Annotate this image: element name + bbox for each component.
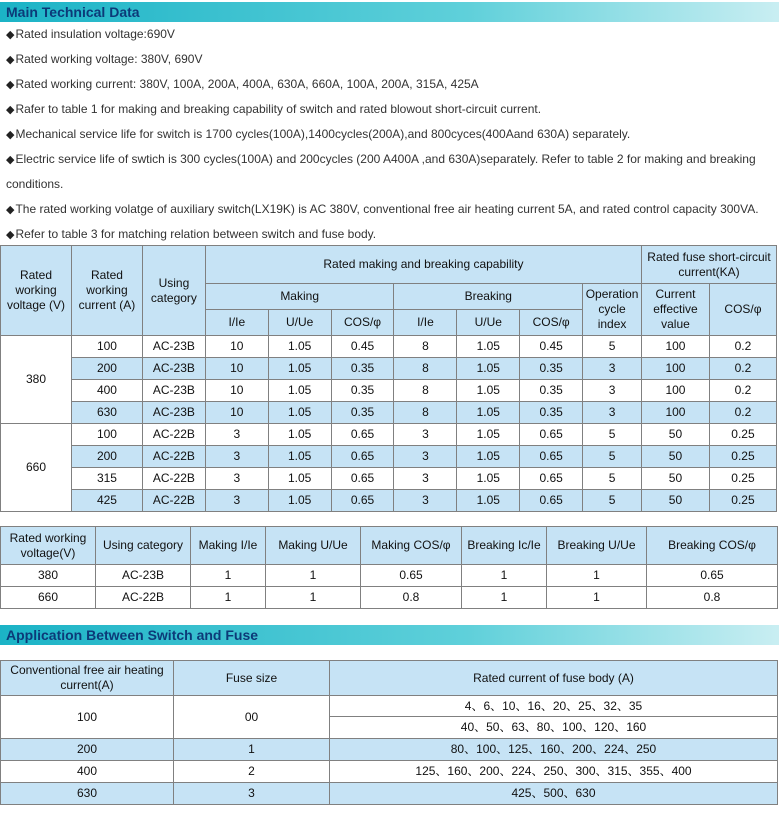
table-cell: 1	[191, 587, 266, 609]
header-current: Rated working current (A)	[71, 246, 142, 336]
header-breaking-uue: U/Ue	[457, 310, 520, 336]
cell-making-uue: 1.05	[268, 402, 331, 424]
table-row	[1, 739, 778, 761]
cell-breaking-ie: 8	[394, 336, 457, 358]
cell-making-ie: 3	[205, 424, 268, 446]
table-row	[1, 402, 777, 424]
diamond-bullet-icon: ◆	[6, 154, 15, 166]
bullet-continuation: conditions.	[6, 177, 64, 191]
table-row	[1, 565, 778, 587]
cell-fuse-size: 1	[174, 739, 330, 761]
cell-making-uue: 1.05	[268, 468, 331, 490]
table-row	[1, 783, 778, 805]
cell-current: 100	[71, 424, 142, 446]
diamond-bullet-icon: ◆	[6, 104, 15, 116]
header-making-cos: Making COS/φ	[361, 527, 462, 565]
cell-making-cos: 0.65	[331, 490, 394, 512]
cell-operation-cycle: 3	[583, 402, 642, 424]
cell-breaking-ie: 3	[394, 446, 457, 468]
cell-making-uue: 1.05	[268, 380, 331, 402]
diamond-bullet-icon: ◆	[6, 79, 15, 91]
cell-making-ie: 3	[205, 468, 268, 490]
table-cell: 0.8	[647, 587, 778, 609]
cell-category: AC-22B	[142, 446, 205, 468]
cell-current: 630	[1, 783, 174, 805]
cell-breaking-uue: 1.05	[457, 358, 520, 380]
table-row	[1, 446, 777, 468]
cell-fuse-values: 40、50、63、80、100、120、160	[330, 717, 778, 739]
bullet-item: ◆Rated working current: 380V, 100A, 200A, 400A, 630A, 660A, 100A, 200A, 315A, 425A	[6, 77, 479, 91]
header-making-ie: I/Ie	[205, 310, 268, 336]
table-row	[1, 587, 778, 609]
cell-breaking-ie: 8	[394, 380, 457, 402]
header-category: Using category	[142, 246, 205, 336]
cell-category: AC-23B	[142, 380, 205, 402]
cell-operation-cycle: 5	[583, 424, 642, 446]
cell-making-ie: 3	[205, 490, 268, 512]
diamond-bullet-icon: ◆	[6, 54, 15, 66]
cell-fuse-values: 125、160、200、224、250、300、315、355、400	[330, 761, 778, 783]
technical-data-list	[6, 24, 776, 249]
cell-fuse-size: 3	[174, 783, 330, 805]
table-making-breaking-capability	[0, 245, 777, 512]
table-cell: 1	[462, 565, 547, 587]
cell-fuse-cos: 0.25	[709, 446, 776, 468]
header-breaking-ic: Breaking Ic/Ie	[462, 527, 547, 565]
cell-making-cos: 0.35	[331, 380, 394, 402]
cell-fuse-cos: 0.25	[709, 424, 776, 446]
table-row	[1, 468, 777, 490]
table-row	[1, 380, 777, 402]
bullet-item: ◆Rafer to table 1 for making and breaking capability of switch and rated blowout short-circuit current.	[6, 102, 542, 116]
cell-breaking-cos: 0.35	[520, 380, 583, 402]
cell-current-effective: 100	[642, 402, 710, 424]
cell-fuse-size: 00	[174, 696, 330, 739]
cell-current-effective: 100	[642, 380, 710, 402]
header-operation-cycle: Operation cycle index	[583, 284, 642, 336]
bullet-item: ◆Rated working voltage: 380V, 690V	[6, 52, 203, 66]
table-cell: 1	[462, 587, 547, 609]
cell-current: 630	[71, 402, 142, 424]
table-cell: 1	[547, 565, 647, 587]
cell-current: 200	[71, 446, 142, 468]
diamond-bullet-icon: ◆	[6, 129, 15, 141]
table-row	[1, 490, 777, 512]
header-category: Using category	[96, 527, 191, 565]
cell-breaking-uue: 1.05	[457, 424, 520, 446]
cell-current: 200	[1, 739, 174, 761]
cell-fuse-cos: 0.25	[709, 468, 776, 490]
cell-making-cos: 0.65	[331, 468, 394, 490]
table-row	[1, 424, 777, 446]
diamond-bullet-icon: ◆	[6, 229, 15, 241]
cell-operation-cycle: 5	[583, 490, 642, 512]
table-switch-fuse-application	[0, 660, 778, 805]
cell-current: 100	[71, 336, 142, 358]
cell-voltage: 660	[1, 424, 72, 512]
header-making-ie: Making I/Ie	[191, 527, 266, 565]
cell-operation-cycle: 5	[583, 336, 642, 358]
cell-making-uue: 1.05	[268, 336, 331, 358]
cell-making-ie: 10	[205, 358, 268, 380]
cell-operation-cycle: 3	[583, 358, 642, 380]
diamond-bullet-icon: ◆	[6, 29, 15, 41]
header-breaking-ie: I/Ie	[394, 310, 457, 336]
cell-category: AC-22B	[142, 490, 205, 512]
cell-making-ie: 10	[205, 402, 268, 424]
cell-category: AC-23B	[142, 402, 205, 424]
header-voltage: Rated working voltage (V)	[1, 246, 72, 336]
cell-breaking-ie: 8	[394, 402, 457, 424]
cell-breaking-cos: 0.65	[520, 446, 583, 468]
header-voltage: Rated working voltage(V)	[1, 527, 96, 565]
cell-breaking-ie: 8	[394, 358, 457, 380]
header-breaking-cos: Breaking COS/φ	[647, 527, 778, 565]
cell-making-cos: 0.35	[331, 402, 394, 424]
bullet-item: ◆The rated working volatge of auxiliary switch(LX19K) is AC 380V, conventional free air heating current 5A, and rated control capacity 300VA.	[6, 202, 759, 216]
header-breaking: Breaking	[394, 284, 583, 310]
table-row	[1, 336, 777, 358]
cell-category: AC-22B	[142, 424, 205, 446]
header-making-cos: COS/φ	[331, 310, 394, 336]
diamond-bullet-icon: ◆	[6, 204, 15, 216]
cell-breaking-cos: 0.35	[520, 402, 583, 424]
bullet-item: ◆Electric service life of swtich is 300 cycles(100A) and 200cycles (200 A400A ,and 630A)separately. Refer to table 2 for making and breaking	[6, 152, 756, 166]
header-fuse-cos: COS/φ	[709, 284, 776, 336]
cell-fuse-size: 2	[174, 761, 330, 783]
cell-making-uue: 1.05	[268, 424, 331, 446]
header-fuse-size: Fuse size	[174, 661, 330, 696]
cell-breaking-cos: 0.65	[520, 424, 583, 446]
cell-breaking-ie: 3	[394, 490, 457, 512]
cell-operation-cycle: 5	[583, 468, 642, 490]
cell-current-effective: 50	[642, 424, 710, 446]
cell-operation-cycle: 3	[583, 380, 642, 402]
table-cell: AC-23B	[96, 565, 191, 587]
cell-breaking-cos: 0.65	[520, 468, 583, 490]
header-capability: Rated making and breaking capability	[205, 246, 641, 284]
cell-making-cos: 0.45	[331, 336, 394, 358]
cell-current-effective: 100	[642, 336, 710, 358]
cell-breaking-uue: 1.05	[457, 490, 520, 512]
cell-current: 425	[71, 490, 142, 512]
cell-breaking-uue: 1.05	[457, 468, 520, 490]
cell-breaking-uue: 1.05	[457, 446, 520, 468]
cell-current: 400	[1, 761, 174, 783]
header-breaking-cos: COS/φ	[520, 310, 583, 336]
cell-current-effective: 50	[642, 490, 710, 512]
cell-fuse-cos: 0.2	[709, 380, 776, 402]
section-header-main-technical-data	[0, 2, 779, 22]
cell-category: AC-22B	[142, 468, 205, 490]
table-row	[1, 761, 778, 783]
cell-making-cos: 0.65	[331, 446, 394, 468]
cell-breaking-ie: 3	[394, 424, 457, 446]
bullet-item: ◆Rated insulation voltage:690V	[6, 27, 175, 41]
section-title: Application Between Switch and Fuse	[6, 627, 259, 643]
table-cell: 0.8	[361, 587, 462, 609]
cell-breaking-ie: 3	[394, 468, 457, 490]
cell-fuse-values: 80、100、125、160、200、224、250	[330, 739, 778, 761]
table-row	[1, 358, 777, 380]
cell-making-uue: 1.05	[268, 490, 331, 512]
cell-making-ie: 10	[205, 380, 268, 402]
cell-breaking-uue: 1.05	[457, 402, 520, 424]
table-cell: 0.65	[361, 565, 462, 587]
cell-operation-cycle: 5	[583, 446, 642, 468]
table-cell: 1	[266, 587, 361, 609]
cell-making-ie: 10	[205, 336, 268, 358]
cell-current-effective: 50	[642, 468, 710, 490]
table-cell: 1	[547, 587, 647, 609]
header-making-uue: U/Ue	[268, 310, 331, 336]
cell-fuse-cos: 0.2	[709, 402, 776, 424]
cell-making-uue: 1.05	[268, 446, 331, 468]
cell-fuse-cos: 0.2	[709, 358, 776, 380]
header-fuse-body-current: Rated current of fuse body (A)	[330, 661, 778, 696]
table-cell: AC-22B	[96, 587, 191, 609]
table-cell: 1	[266, 565, 361, 587]
cell-making-ie: 3	[205, 446, 268, 468]
cell-current: 200	[71, 358, 142, 380]
bullet-item: ◆Mechanical service life for switch is 1700 cycles(100A),1400cycles(200A),and 800cyces(400Aand 630A) separately.	[6, 127, 631, 141]
cell-fuse-cos: 0.2	[709, 336, 776, 358]
header-making-uue: Making U/Ue	[266, 527, 361, 565]
section-header-application	[0, 625, 779, 645]
cell-making-cos: 0.35	[331, 358, 394, 380]
cell-making-cos: 0.65	[331, 424, 394, 446]
cell-current: 400	[71, 380, 142, 402]
cell-fuse-values: 425、500、630	[330, 783, 778, 805]
cell-category: AC-23B	[142, 358, 205, 380]
header-heating-current: Conventional free air heating current(A)	[1, 661, 174, 696]
cell-fuse-values: 4、6、10、16、20、25、32、35	[330, 696, 778, 717]
header-making: Making	[205, 284, 394, 310]
cell-breaking-cos: 0.65	[520, 490, 583, 512]
table-making-breaking-conditions	[0, 526, 778, 609]
table-cell: 660	[1, 587, 96, 609]
cell-current: 315	[71, 468, 142, 490]
cell-current-effective: 50	[642, 446, 710, 468]
bullet-item: ◆Refer to table 3 for matching relation between switch and fuse body.	[6, 227, 377, 241]
cell-breaking-uue: 1.05	[457, 380, 520, 402]
cell-breaking-uue: 1.05	[457, 336, 520, 358]
cell-making-uue: 1.05	[268, 358, 331, 380]
cell-breaking-cos: 0.45	[520, 336, 583, 358]
cell-fuse-cos: 0.25	[709, 490, 776, 512]
table-cell: 1	[191, 565, 266, 587]
cell-current: 100	[1, 696, 174, 739]
table-cell: 0.65	[647, 565, 778, 587]
cell-breaking-cos: 0.35	[520, 358, 583, 380]
cell-voltage: 380	[1, 336, 72, 424]
cell-category: AC-23B	[142, 336, 205, 358]
table-cell: 380	[1, 565, 96, 587]
header-breaking-uue: Breaking U/Ue	[547, 527, 647, 565]
cell-current-effective: 100	[642, 358, 710, 380]
header-current-effective: Current effective value	[642, 284, 710, 336]
section-title: Main Technical Data	[6, 4, 140, 20]
header-fuse-current: Rated fuse short-circuit current(KA)	[642, 246, 777, 284]
